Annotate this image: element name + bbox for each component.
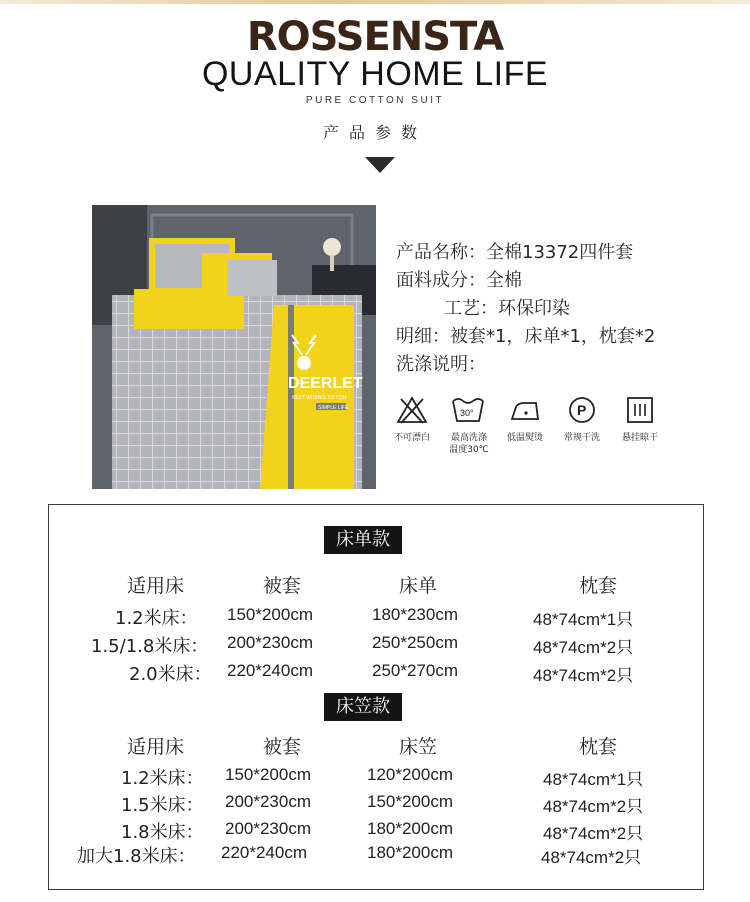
fitted-header-pillow: 枕套 (579, 736, 618, 758)
table-row-fitted-sheet: 150*200cm (367, 792, 454, 811)
care-label-no-bleach: 不可漂白 (393, 433, 430, 443)
tagline: QUALITY HOME LIFE (201, 55, 549, 93)
table-row-bed-size: 1.5/1.8米床： (91, 636, 209, 657)
table-row-pillow: 48*74cm*2只 (533, 666, 634, 685)
table-row-pillow: 48*74cm*2只 (543, 824, 644, 843)
table-row-bed-size: 1.2米床： (121, 768, 204, 789)
photo-logo-text: DEERLET (288, 375, 363, 392)
wash-30-icon (451, 395, 485, 425)
table-row-sheet: 180*230cm (372, 605, 459, 624)
product-photo (92, 205, 376, 489)
fitted-header-bed: 适用床 (127, 736, 185, 758)
size-table-box (48, 504, 704, 890)
no-bleach-icon (395, 395, 429, 425)
table-row-duvet: 200*230cm (227, 633, 314, 652)
sheet-header-duvet: 被套 (263, 575, 302, 597)
iron-low-icon (508, 395, 542, 425)
spec-fabric: 面料成分：全棉 (396, 270, 522, 291)
hang-dry-icon (623, 395, 657, 425)
care-label-iron-low: 低温熨烫 (506, 433, 543, 443)
table-row-duvet: 200*230cm (225, 792, 312, 811)
table-row-bed-size: 1.8米床： (121, 822, 204, 843)
svg-text:P: P (577, 402, 587, 418)
subline: PURE COTTON SUIT (305, 95, 445, 106)
photo-slogan: BEST WISHES TO YOU (292, 395, 347, 401)
table-row-fitted-sheet: 180*200cm (367, 843, 454, 862)
care-label-hang-dry: 悬挂晾干 (621, 433, 658, 443)
table-row-bed-size: 加大1.8米床： (77, 846, 196, 867)
table-row-pillow: 48*74cm*1只 (543, 770, 644, 789)
table-row-duvet: 150*200cm (225, 765, 312, 784)
table-row-pillow: 48*74cm*2只 (533, 638, 634, 657)
table-row-sheet: 250*250cm (372, 633, 459, 652)
care-label-dry-clean: 常规干洗 (563, 433, 600, 443)
table-row-sheet: 250*270cm (372, 661, 459, 680)
table-row-fitted-sheet: 120*200cm (367, 765, 454, 784)
top-accent-line (0, 0, 750, 4)
sheet-header-pillow: 枕套 (579, 575, 618, 597)
table-row-duvet: 220*240cm (227, 661, 314, 680)
fitted-header-fitted-sheet: 床笠 (399, 736, 438, 758)
photo-badge: SIMPLE LIFE (318, 405, 349, 411)
spec-product-name: 产品名称：全棉13372四件套 (396, 242, 634, 263)
spec-details: 明细：被套*1，床单*1，枕套*2 (396, 326, 656, 347)
table-row-duvet: 200*230cm (225, 819, 312, 838)
dry-clean-p-icon (565, 395, 599, 425)
section-title: 产品参数 (322, 123, 427, 142)
brand-name: ROSSENSTA (246, 14, 504, 60)
table-row-pillow: 48*74cm*2只 (541, 848, 642, 867)
care-label-wash-30: 最高洗涤 温度30℃ (449, 433, 489, 455)
sheet-table-tag: 床单款 (324, 526, 402, 554)
table-row-bed-size: 2.0米床： (129, 664, 212, 685)
spec-wash: 洗涤说明： (396, 354, 486, 375)
table-row-fitted-sheet: 180*200cm (367, 819, 454, 838)
fitted-table-tag: 床笠款 (324, 693, 402, 721)
svg-text:30°: 30° (460, 408, 474, 418)
table-row-pillow: 48*74cm*2只 (543, 797, 644, 816)
sheet-header-bed: 适用床 (127, 575, 185, 597)
table-row-pillow: 48*74cm*1只 (533, 610, 634, 629)
down-triangle-icon (365, 157, 395, 173)
spec-craft: 工艺：环保印染 (444, 298, 570, 319)
table-row-bed-size: 1.5米床： (121, 795, 204, 816)
table-row-duvet: 220*240cm (221, 843, 308, 862)
table-row-bed-size: 1.2米床： (115, 608, 198, 629)
table-row-duvet: 150*200cm (227, 605, 314, 624)
fitted-header-duvet: 被套 (263, 736, 302, 758)
sheet-header-sheet: 床单 (399, 575, 438, 597)
